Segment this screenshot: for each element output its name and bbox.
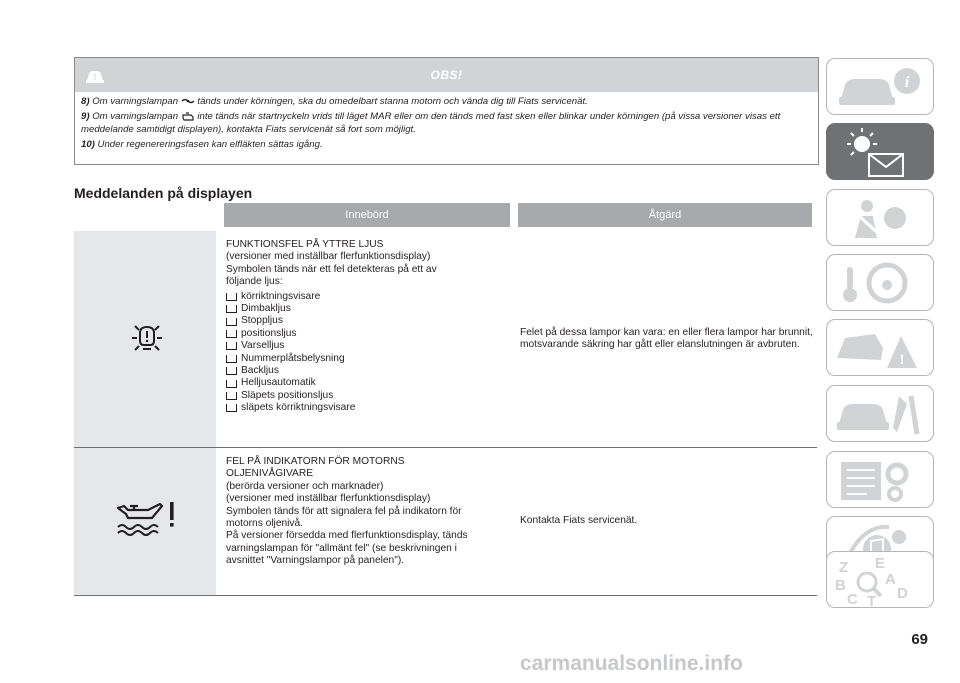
list-item-label: positionsljus bbox=[241, 327, 297, 339]
bullet-icon bbox=[226, 392, 237, 400]
list-item bbox=[226, 291, 512, 303]
list-item bbox=[226, 315, 512, 327]
bullet-icon bbox=[226, 342, 237, 350]
text-line: FUNKTIONSFEL PÅ YTTRE LJUS bbox=[226, 239, 384, 250]
svg-text:C: C bbox=[847, 591, 858, 607]
text-line: avsnittet "Varningslampor på panelen"). bbox=[226, 555, 405, 567]
list-item-label: Stoppljus bbox=[241, 315, 283, 327]
table-header bbox=[74, 203, 817, 227]
bullet-icon bbox=[226, 367, 237, 375]
list-item bbox=[226, 303, 512, 315]
note-text: Om varningslampan bbox=[92, 96, 179, 107]
text-line: Symbolen tänds för att signalera fel på indikatorn för bbox=[226, 505, 462, 517]
technical-data-icon bbox=[827, 452, 933, 507]
text-line: följande ljus: bbox=[226, 276, 283, 288]
meaning-cell bbox=[216, 231, 512, 447]
list-item-label: Helljusautomatik bbox=[241, 377, 316, 389]
list-item bbox=[226, 390, 512, 402]
obs-note-9 bbox=[81, 111, 812, 136]
maintenance-icon bbox=[827, 386, 933, 441]
cooling-fan-warning-icon bbox=[181, 97, 195, 106]
steering-icon bbox=[827, 255, 933, 310]
bullet-list bbox=[226, 291, 512, 415]
oil-level-fault-icon bbox=[116, 500, 178, 538]
text-line: motorns oljenivå. bbox=[226, 518, 304, 530]
nav-tab-warning-lights[interactable] bbox=[826, 123, 934, 180]
list-item bbox=[226, 328, 512, 340]
note-number: 9) bbox=[81, 111, 90, 123]
safety-icon bbox=[827, 190, 933, 245]
obs-title: OBS! bbox=[430, 68, 463, 82]
header-meaning: Innebörd bbox=[224, 203, 510, 227]
messages-table bbox=[74, 203, 817, 596]
text-line: (versioner med inställbar flerfunktionsdisplay) bbox=[226, 493, 431, 505]
nav-tab-maintenance[interactable] bbox=[826, 385, 934, 442]
table-row bbox=[74, 231, 817, 448]
emergency-icon bbox=[827, 320, 933, 375]
list-item-label: Släpets positionsljus bbox=[241, 389, 334, 401]
list-item-label: Nummerplåtsbelysning bbox=[241, 352, 345, 364]
svg-text:A: A bbox=[885, 571, 896, 588]
svg-text:i: i bbox=[904, 74, 910, 91]
page-number: 69 bbox=[911, 631, 928, 648]
note-text: inte tänds när startnyckeln vrids till läget MAR eller om den tänds med fast sken eller blinkar under körningen (på vissa versioner visas ett meddelande samtidigt displayen), kontakta Fiats servicenät så fort som möjligt. bbox=[81, 111, 781, 135]
text-line: FEL PÅ INDIKATORN FÖR MOTORNS bbox=[226, 456, 405, 467]
note-number: 10) bbox=[81, 138, 95, 150]
obs-note-10 bbox=[81, 139, 812, 151]
text-line: (versioner med inställbar flerfunktionsdisplay) bbox=[226, 251, 431, 263]
bullet-icon bbox=[226, 318, 237, 326]
list-item bbox=[226, 340, 512, 352]
meaning-cell bbox=[216, 448, 512, 595]
text-line: Symbolen tänds när ett fel detekteras på ett av bbox=[226, 263, 437, 275]
list-item-label: Varselljus bbox=[241, 340, 285, 352]
text-line: varningslampan för "allmänt fel" (se beskrivningen i bbox=[226, 542, 457, 554]
header-action: Åtgärd bbox=[518, 203, 812, 227]
note-text: Under regenereringsfasen kan elfläkten sättas igång. bbox=[97, 138, 323, 150]
note-text: tänds under körningen, ska du omedelbart stanna motorn och vända dig till Fiats servicenät. bbox=[197, 96, 588, 107]
svg-text:D: D bbox=[897, 585, 908, 602]
bullet-icon bbox=[226, 355, 237, 363]
list-item-label: Backljus bbox=[241, 365, 279, 377]
list-item-label: släpets körriktningsvisare bbox=[241, 402, 356, 414]
nav-tab-safety[interactable] bbox=[826, 189, 934, 246]
symbol-cell bbox=[74, 448, 216, 595]
list-item-label: körriktningsvisare bbox=[241, 290, 321, 302]
header-symbol-cell bbox=[74, 203, 216, 227]
svg-text:B: B bbox=[835, 577, 846, 594]
nav-tab-car-info[interactable] bbox=[826, 58, 934, 115]
note-text: Om varningslampan bbox=[92, 111, 179, 123]
table-row bbox=[74, 448, 817, 596]
action-text: Felet på dessa lampor kan vara: en eller flera lampor har brunnit, motsvarande säkring har gått eller elanslutningen är avbruten. bbox=[520, 326, 813, 350]
obs-body bbox=[75, 92, 818, 151]
svg-text:E: E bbox=[875, 555, 886, 572]
exterior-light-fault-icon bbox=[129, 323, 165, 355]
bullet-icon bbox=[226, 330, 237, 338]
symbol-cell bbox=[74, 231, 216, 447]
obs-header bbox=[75, 58, 818, 92]
list-item bbox=[226, 365, 512, 377]
watermark: carmanualsonline.info bbox=[520, 652, 743, 675]
obs-note-8 bbox=[81, 96, 812, 108]
bullet-icon bbox=[226, 380, 237, 388]
bullet-icon bbox=[226, 305, 237, 313]
nav-tab-technical-data[interactable] bbox=[826, 451, 934, 508]
nav-tab-emergency[interactable] bbox=[826, 319, 934, 376]
note-number: 8) bbox=[81, 96, 90, 107]
list-item-label: Dimbakljus bbox=[241, 303, 291, 315]
svg-text:T: T bbox=[867, 593, 877, 607]
svg-text:!: ! bbox=[899, 351, 905, 367]
list-item bbox=[226, 402, 512, 414]
action-cell bbox=[512, 448, 814, 595]
obs-box bbox=[74, 57, 819, 165]
car-info-icon bbox=[827, 59, 933, 114]
bullet-icon bbox=[226, 404, 237, 412]
list-item bbox=[226, 377, 512, 389]
section-title: Meddelanden på displayen bbox=[74, 185, 253, 201]
svg-text:Z: Z bbox=[839, 559, 849, 576]
engine-warning-icon bbox=[181, 112, 195, 122]
text-line: På versioner försedda med flerfunktionsdisplay, tänds bbox=[226, 530, 468, 542]
nav-tab-steering[interactable] bbox=[826, 254, 934, 311]
text-line: OLJENIVÅGIVARE bbox=[226, 468, 313, 480]
list-item bbox=[226, 353, 512, 365]
index-icon bbox=[827, 552, 933, 607]
warning-lights-icon bbox=[827, 124, 933, 179]
svg-text:!: ! bbox=[93, 73, 97, 82]
action-cell bbox=[512, 231, 814, 447]
nav-tab-index[interactable] bbox=[826, 551, 934, 608]
bullet-icon bbox=[226, 293, 237, 301]
action-text: Kontakta Fiats servicenät. bbox=[520, 515, 638, 527]
text-line: (berörda versioner och marknader) bbox=[226, 480, 384, 492]
